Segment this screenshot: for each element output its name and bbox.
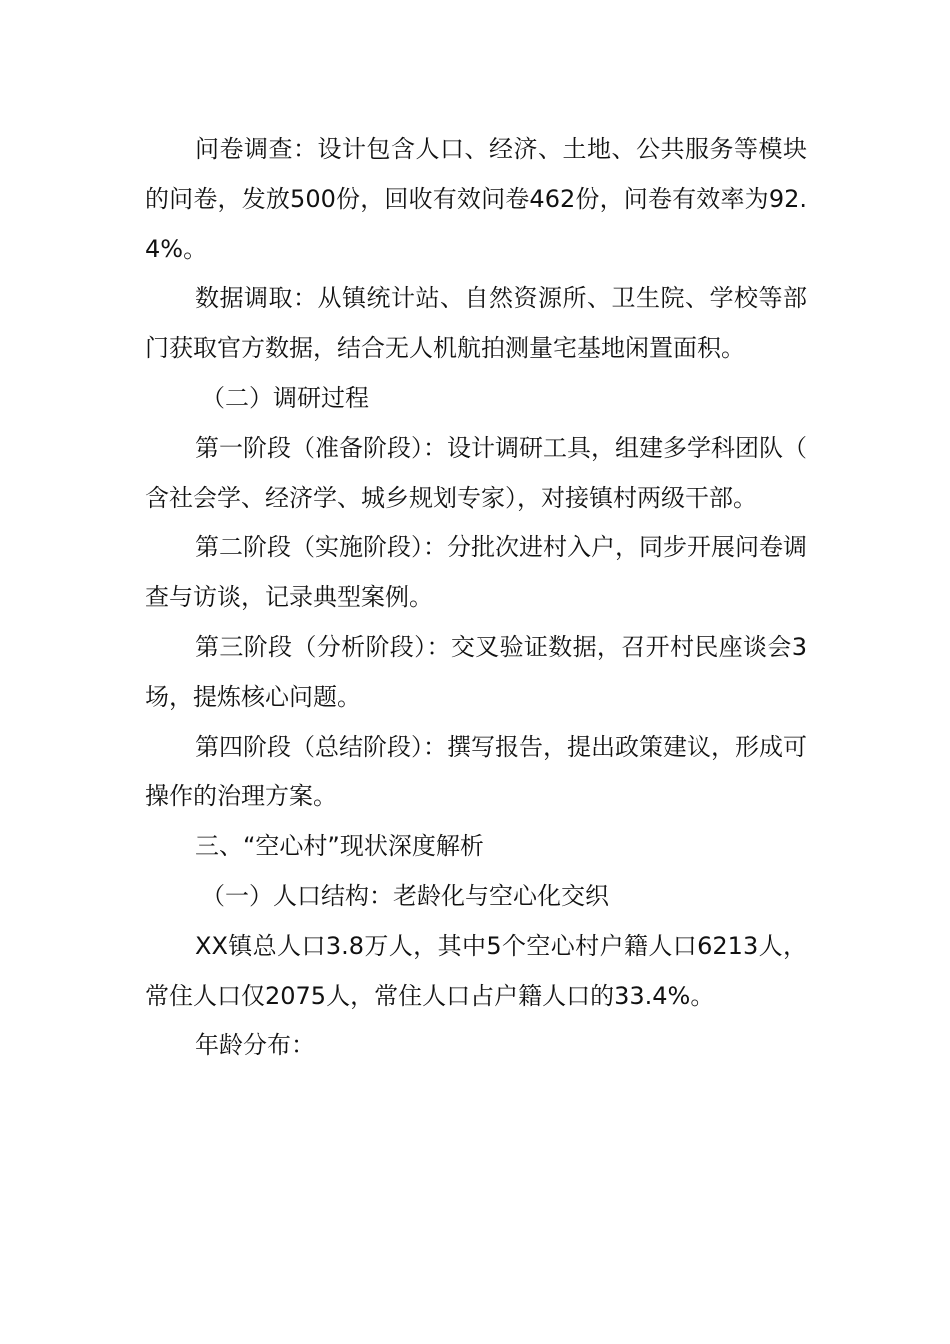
document-body	[145, 125, 807, 1071]
paragraph-stage-2: 第二阶段（实施阶段）：分批次进村入户，同步开展问卷调查与访谈，记录典型案例。	[145, 533, 807, 612]
section-heading-research-process: （二）调研过程	[201, 383, 369, 412]
paragraph-stage-4: 第四阶段（总结阶段）：撰写报告，提出政策建议，形成可操作的治理方案。	[145, 732, 807, 811]
paragraph-stage-3: 第三阶段（分析阶段）：交叉验证数据，召开村民座谈会3场，提炼核心问题。	[145, 632, 807, 711]
section-heading-population-structure: （一）人口结构：老龄化与空心化交织	[201, 881, 609, 910]
paragraph-age-distribution: 年龄分布：	[195, 1031, 315, 1060]
chapter-heading-hollow-village: 三、“空心村”现状深度解析	[195, 832, 484, 861]
paragraph-data-collection: 数据调取：从镇统计站、自然资源所、卫生院、学校等部门获取官方数据，结合无人机航拍测量宅基地闲置面积。	[145, 284, 807, 363]
paragraph-stage-1: 第一阶段（准备阶段）：设计调研工具，组建多学科团队（含社会学、经济学、城乡规划专家），对接镇村两级干部。	[145, 433, 807, 512]
paragraph-survey-method: 问卷调查：设计包含人口、经济、土地、公共服务等模块的问卷，发放500份，回收有效问卷462份，问卷有效率为92.4%。	[145, 135, 807, 263]
paragraph-population-stats: XX镇总人口3.8万人，其中5个空心村户籍人口6213人，常住人口仅2075人，常住人口占户籍人口的33.4%。	[145, 931, 807, 1010]
